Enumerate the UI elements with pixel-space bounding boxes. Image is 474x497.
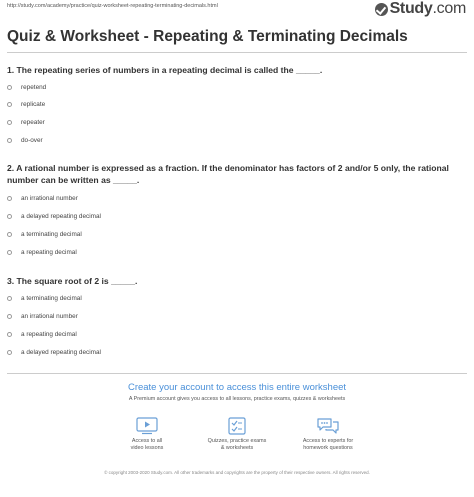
cta-subtitle: A Premium account gives you access to all lessons, practice exams, quizzes & worksheets [128, 396, 346, 402]
page-url: http://study.com/academy/practice/quiz-worksheet-repeating-terminating-decimals.html [7, 3, 218, 9]
option-label: a repeating decimal [21, 249, 77, 256]
page-title: Quiz & Worksheet - Repeating & Terminating Decimals [7, 28, 408, 45]
feature-label [102, 438, 192, 452]
q2-option-3[interactable] [7, 231, 82, 238]
feature-label-line1: Access to experts for [302, 438, 354, 444]
feature-label [192, 438, 282, 452]
radio-button[interactable] [7, 120, 12, 125]
feature-label-line2: & worksheets [220, 445, 254, 451]
logo-check-icon [375, 3, 388, 16]
study-logo[interactable] [375, 0, 466, 18]
feature-experts [283, 417, 373, 452]
q2-option-4[interactable] [7, 249, 77, 256]
cta-divider [7, 373, 467, 374]
title-divider [7, 52, 467, 53]
q1-option-1[interactable] [7, 84, 46, 91]
question-1: 1. The repeating series of numbers in a repeating decimal is called the _____. [7, 65, 323, 75]
radio-button[interactable] [7, 232, 12, 237]
q3-option-3[interactable] [7, 331, 77, 338]
feature-label-line1: Quizzes, practice exams [207, 438, 267, 444]
radio-button[interactable] [7, 332, 12, 337]
option-label: a terminating decimal [21, 295, 82, 302]
feature-label-line2: video lessons [130, 445, 164, 451]
q3-option-1[interactable] [7, 295, 82, 302]
logo-text-domain: .com [432, 0, 466, 17]
feature-label [283, 438, 373, 452]
quiz-icon [227, 417, 247, 435]
option-label: replicate [21, 101, 46, 108]
radio-button[interactable] [7, 196, 12, 201]
copyright-notice: © copyright 2003-2020 Study.com. All other trademarks and copyrights are the property of their respective owners. All rights reserved. [104, 470, 370, 475]
option-label: an irrational number [21, 313, 78, 320]
logo-text-bold: Study [389, 0, 433, 17]
option-label: a delayed repeating decimal [21, 349, 101, 356]
question-3: 3. The square root of 2 is _____. [7, 276, 138, 286]
expert-chat-icon [316, 417, 340, 435]
option-label: a delayed repeating decimal [21, 213, 101, 220]
option-label: an irrational number [21, 195, 78, 202]
radio-button[interactable] [7, 314, 12, 319]
radio-button[interactable] [7, 102, 12, 107]
option-label: a terminating decimal [21, 231, 82, 238]
feature-video-lessons [102, 417, 192, 452]
q3-option-4[interactable] [7, 349, 101, 356]
q1-option-3[interactable] [7, 119, 45, 126]
option-label: repetend [21, 84, 47, 91]
cta-title[interactable]: Create your account to access this entire worksheet [127, 382, 347, 393]
q2-option-2[interactable] [7, 213, 101, 220]
logo-text [390, 0, 466, 18]
radio-button[interactable] [7, 350, 12, 355]
q1-option-2[interactable] [7, 101, 45, 108]
q3-option-2[interactable] [7, 313, 78, 320]
radio-button[interactable] [7, 214, 12, 219]
radio-button[interactable] [7, 296, 12, 301]
option-label: do-over [21, 137, 43, 144]
q1-option-4[interactable] [7, 137, 43, 144]
video-lessons-icon [136, 417, 158, 435]
feature-quizzes [192, 417, 282, 452]
radio-button[interactable] [7, 138, 12, 143]
option-label: a repeating decimal [21, 331, 77, 338]
feature-label-line1: Access to all [131, 438, 163, 444]
radio-button[interactable] [7, 250, 12, 255]
question-2: 2. A rational number is expressed as a fraction. If the denominator has factors of 2 and/or 5 only, the rational number can be written as _____. [7, 163, 449, 185]
q2-option-1[interactable] [7, 195, 78, 202]
radio-button[interactable] [7, 85, 12, 90]
feature-label-line2: homework questions [303, 445, 353, 451]
option-label: repeater [21, 119, 45, 126]
